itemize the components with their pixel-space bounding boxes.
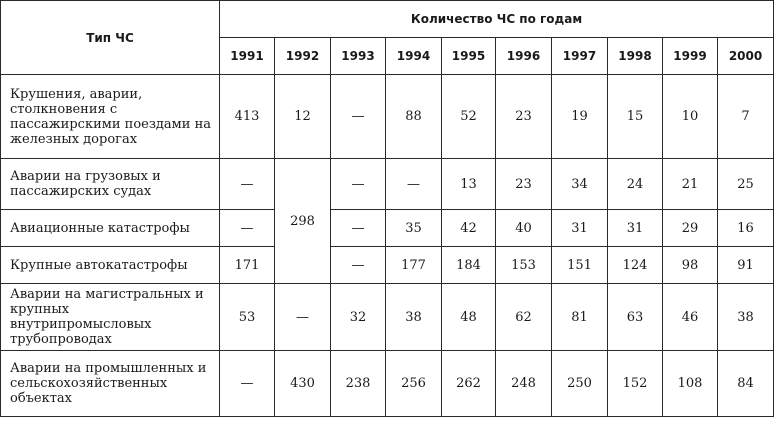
value-cell: 25: [718, 159, 774, 210]
value-cell: 52: [442, 75, 496, 159]
table-row: [1, 247, 774, 284]
value-cell: —: [331, 75, 386, 159]
value-cell: 250: [552, 351, 608, 417]
value-cell: 32: [331, 284, 386, 351]
value-cell: 46: [663, 284, 718, 351]
table-row: [1, 159, 774, 210]
type-column-header: Тип ЧС: [1, 1, 220, 75]
value-cell: 177: [386, 247, 442, 284]
value-cell: 42: [442, 210, 496, 247]
value-cell: 38: [718, 284, 774, 351]
value-cell: 108: [663, 351, 718, 417]
value-cell: —: [331, 247, 386, 284]
value-cell: 13: [442, 159, 496, 210]
value-cell: 31: [552, 210, 608, 247]
value-cell: 12: [275, 75, 331, 159]
value-cell: 184: [442, 247, 496, 284]
value-cell: 34: [552, 159, 608, 210]
value-cell: —: [386, 159, 442, 210]
table-row: [1, 351, 774, 417]
value-cell: 88: [386, 75, 442, 159]
value-cell: 91: [718, 247, 774, 284]
row-type-label: Авиационные катастрофы: [1, 210, 220, 247]
value-cell: 48: [442, 284, 496, 351]
value-cell: 31: [608, 210, 663, 247]
year-header: 1999: [663, 38, 718, 75]
value-cell: 21: [663, 159, 718, 210]
year-header: 1992: [275, 38, 331, 75]
year-header: 1997: [552, 38, 608, 75]
row-type-label: Аварии на грузовых и пассажирских судах: [1, 159, 220, 210]
value-cell: 62: [496, 284, 552, 351]
value-cell: 23: [496, 159, 552, 210]
value-cell: 40: [496, 210, 552, 247]
value-cell: —: [331, 159, 386, 210]
table-row: [1, 284, 774, 351]
value-cell: 35: [386, 210, 442, 247]
value-cell: —: [220, 351, 275, 417]
year-header: 1995: [442, 38, 496, 75]
value-cell: 153: [496, 247, 552, 284]
value-cell: 23: [496, 75, 552, 159]
value-cell: 238: [331, 351, 386, 417]
table-row: [1, 210, 774, 247]
value-cell: 248: [496, 351, 552, 417]
header-row-group: [1, 1, 774, 38]
year-header: 1996: [496, 38, 552, 75]
value-cell: 53: [220, 284, 275, 351]
value-cell: 16: [718, 210, 774, 247]
row-type-label: Аварии на магистральных и крупных внутрипромысловых трубопроводах: [1, 284, 220, 351]
years-group-header: Количество ЧС по годам: [220, 1, 774, 38]
year-header: 2000: [718, 38, 774, 75]
year-header: 1993: [331, 38, 386, 75]
value-cell: 29: [663, 210, 718, 247]
value-cell: 38: [386, 284, 442, 351]
value-cell: 10: [663, 75, 718, 159]
value-cell: —: [331, 210, 386, 247]
table-row: [1, 75, 774, 159]
value-cell: 256: [386, 351, 442, 417]
value-cell: 84: [718, 351, 774, 417]
value-cell: 15: [608, 75, 663, 159]
value-cell: 124: [608, 247, 663, 284]
value-cell: 171: [220, 247, 275, 284]
year-header: 1991: [220, 38, 275, 75]
row-type-label: Аварии на промышленных и сельскохозяйственных объектах: [1, 351, 220, 417]
value-cell: 63: [608, 284, 663, 351]
value-cell: —: [220, 210, 275, 247]
value-cell: 152: [608, 351, 663, 417]
row-type-label: Крупные автокатастрофы: [1, 247, 220, 284]
value-cell: 19: [552, 75, 608, 159]
value-cell: 98: [663, 247, 718, 284]
row-type-label: Крушения, аварии, столкновения с пассажирскими поездами на железных дорогах: [1, 75, 220, 159]
value-cell: 151: [552, 247, 608, 284]
year-header: 1994: [386, 38, 442, 75]
value-cell: —: [275, 284, 331, 351]
value-cell: 413: [220, 75, 275, 159]
year-header: 1998: [608, 38, 663, 75]
value-cell: —: [220, 159, 275, 210]
merged-value-cell: 298: [275, 159, 331, 284]
value-cell: 430: [275, 351, 331, 417]
value-cell: 24: [608, 159, 663, 210]
value-cell: 7: [718, 75, 774, 159]
value-cell: 262: [442, 351, 496, 417]
value-cell: 81: [552, 284, 608, 351]
